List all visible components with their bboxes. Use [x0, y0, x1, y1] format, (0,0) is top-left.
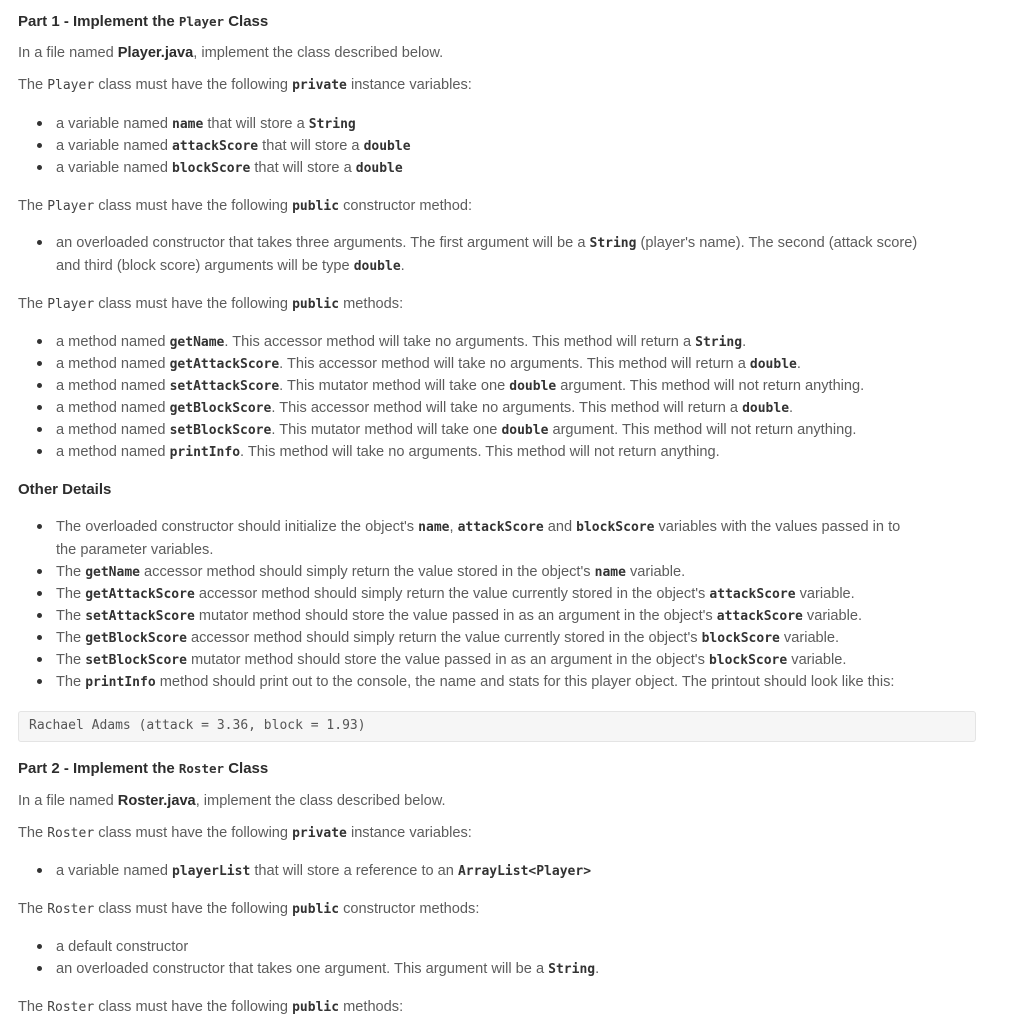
- list-item: a method named printInfo. This method will take no arguments. This method will not return anything.: [56, 444, 720, 460]
- list-item: a method named getName. This accessor method will take no arguments. This method will return a String.: [56, 334, 747, 350]
- bullet-icon: [37, 657, 42, 662]
- bullet-icon: [37, 868, 42, 873]
- list-item: The setAttackScore mutator method should store the value passed in as an argument in the object's attackScore variable.: [56, 608, 863, 624]
- bullet-icon: [37, 405, 42, 410]
- list-item: a variable named playerList that will store a reference to an ArrayList<Player>: [56, 863, 592, 879]
- list-item-continuation: the parameter variables.: [56, 542, 214, 558]
- bullet-icon: [37, 569, 42, 574]
- part1-methods-intro: The Player class must have the following public methods:: [18, 296, 404, 312]
- bullet-icon: [37, 165, 42, 170]
- list-item: a variable named name that will store a String: [56, 116, 356, 132]
- bullet-icon: [37, 679, 42, 684]
- list-item: a method named getBlockScore. This accessor method will take no arguments. This method will return a double.: [56, 400, 794, 416]
- list-item: a variable named attackScore that will store a double: [56, 138, 411, 154]
- part2-private-intro: The Roster class must have the following private instance variables:: [18, 825, 472, 841]
- list-item: The getBlockScore accessor method should simply return the value currently stored in the object's blockScore variable.: [56, 630, 840, 646]
- bullet-icon: [37, 427, 42, 432]
- part1-ctor-intro: The Player class must have the following public constructor method:: [18, 198, 473, 214]
- sample-output-code-block: Rachael Adams (attack = 3.36, block = 1.93): [18, 711, 976, 742]
- other-details-heading: Other Details: [18, 481, 112, 498]
- list-item: a default constructor: [56, 939, 189, 955]
- part1-heading: Part 1 - Implement the Player Class: [18, 13, 269, 30]
- part2-ctor-intro: The Roster class must have the following public constructor methods:: [18, 901, 480, 917]
- list-item: The overloaded constructor should initialize the object's name, attackScore and blockScore variables with the values passed in to: [56, 519, 901, 535]
- bullet-icon: [37, 591, 42, 596]
- list-item: an overloaded constructor that takes one argument. This argument will be a String.: [56, 961, 600, 977]
- bullet-icon: [37, 143, 42, 148]
- bullet-icon: [37, 383, 42, 388]
- list-item: an overloaded constructor that takes three arguments. The first argument will be a String (player's name). The second (attack score): [56, 235, 918, 251]
- bullet-icon: [37, 944, 42, 949]
- bullet-icon: [37, 339, 42, 344]
- bullet-icon: [37, 613, 42, 618]
- list-item-continuation: and third (block score) arguments will be type double.: [56, 258, 405, 274]
- bullet-icon: [37, 635, 42, 640]
- list-item: a method named setBlockScore. This mutator method will take one double argument. This method will not return anything.: [56, 422, 857, 438]
- list-item: The getAttackScore accessor method should simply return the value currently stored in the object's attackScore variable.: [56, 586, 855, 602]
- bullet-icon: [37, 121, 42, 126]
- bullet-icon: [37, 524, 42, 529]
- part2-methods-intro: The Roster class must have the following public methods:: [18, 999, 404, 1015]
- list-item: a variable named blockScore that will store a double: [56, 160, 403, 176]
- bullet-icon: [37, 966, 42, 971]
- list-item: a method named getAttackScore. This accessor method will take no arguments. This method will return a double.: [56, 356, 801, 372]
- list-item: The setBlockScore mutator method should store the value passed in as an argument in the object's blockScore variable.: [56, 652, 847, 668]
- list-item: a method named setAttackScore. This mutator method will take one double argument. This method will not return anything.: [56, 378, 865, 394]
- part2-heading: Part 2 - Implement the Roster Class: [18, 760, 269, 777]
- list-item: The printInfo method should print out to the console, the name and stats for this player object. The printout should look like this:: [56, 674, 895, 690]
- part2-file-line: In a file named Roster.java, implement the class described below.: [18, 793, 446, 809]
- list-item: The getName accessor method should simply return the value stored in the object's name variable.: [56, 564, 686, 580]
- bullet-icon: [37, 240, 42, 245]
- part1-file-line: In a file named Player.java, implement the class described below.: [18, 45, 444, 61]
- bullet-icon: [37, 361, 42, 366]
- bullet-icon: [37, 449, 42, 454]
- part1-private-intro: The Player class must have the following private instance variables:: [18, 77, 472, 93]
